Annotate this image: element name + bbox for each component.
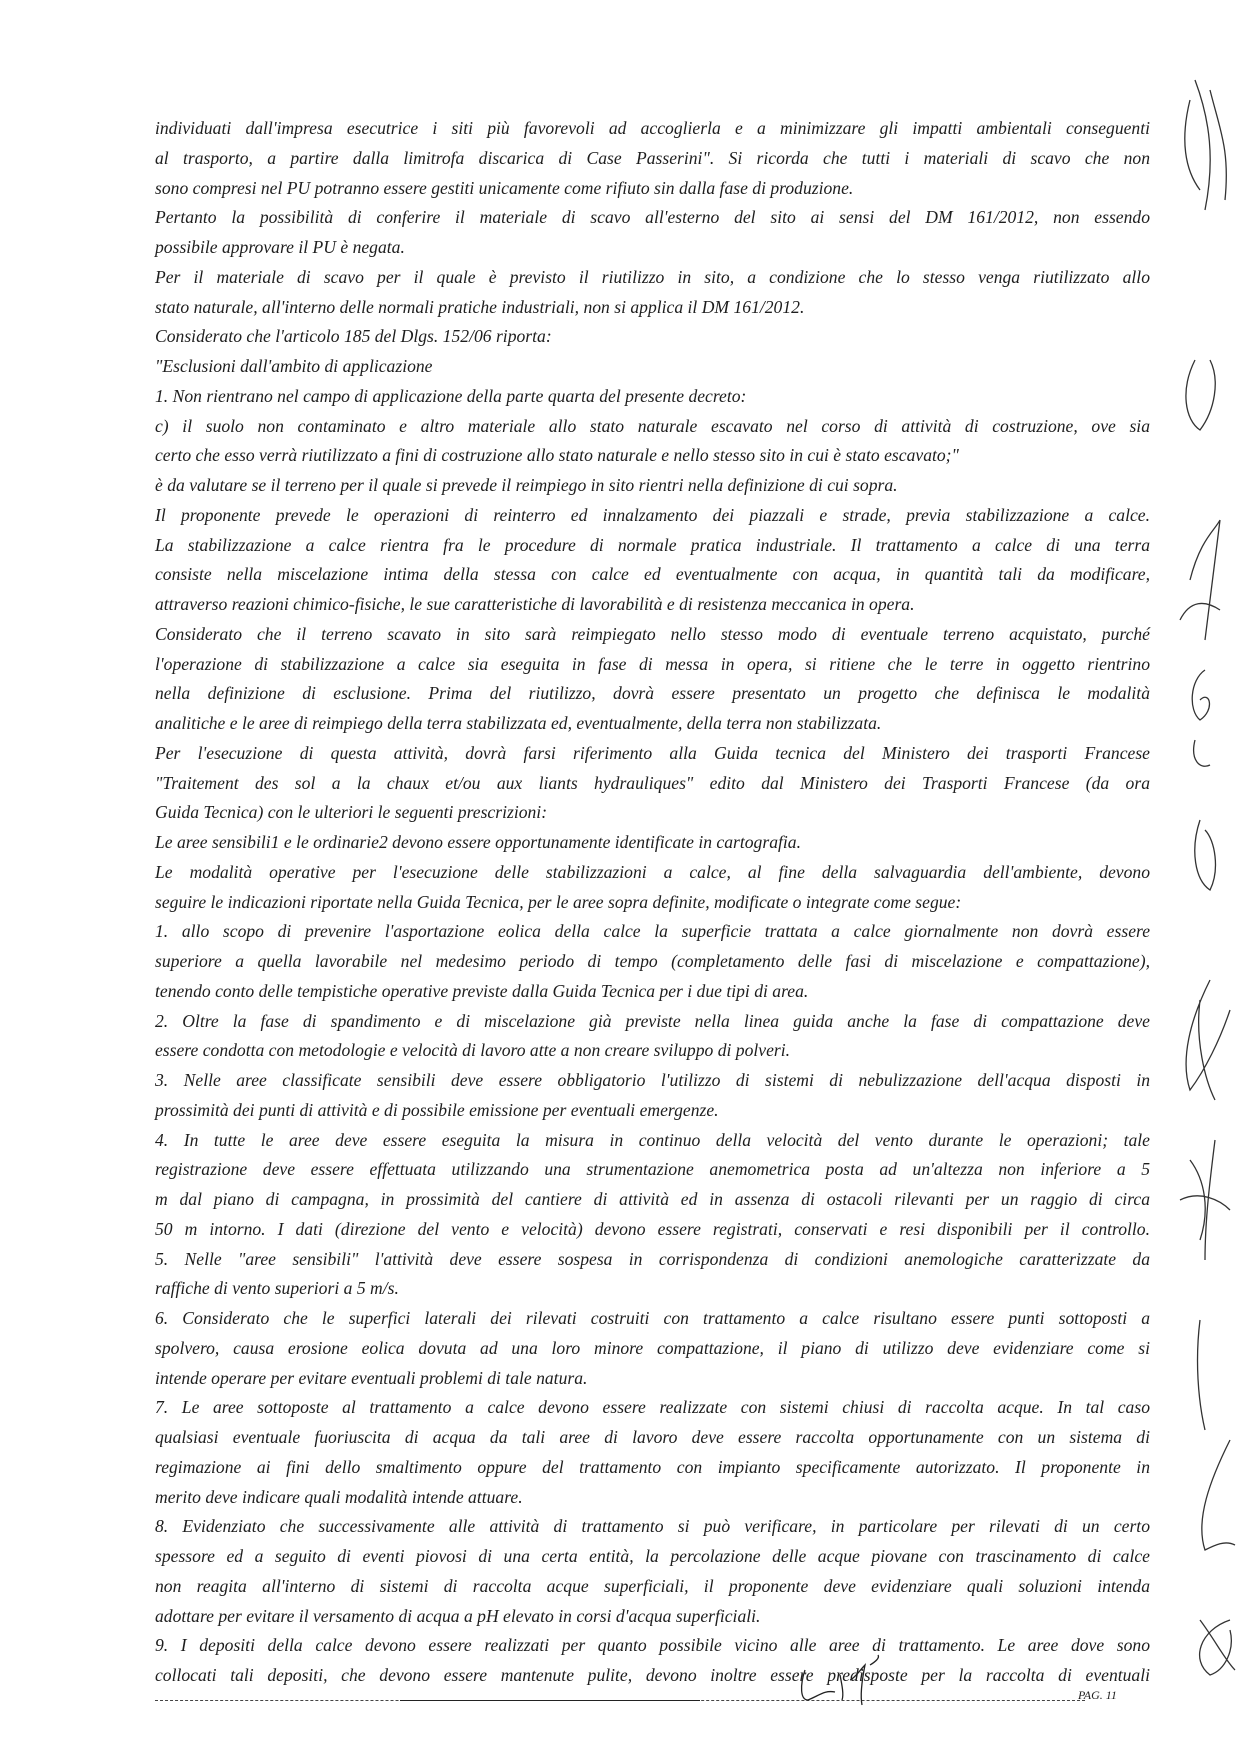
text-line: tenendo conto delle tempistiche operative previste dalla Guida Tecnica per i due tipi di area. [155,980,809,1001]
text-line: 5. Nelle "aree sensibili" l'attività deve essere sospesa in corrispondenza di condizioni anemologiche caratterizzate da [155,1248,1150,1269]
document-body [155,114,1150,1691]
text-line: è da valutare se il terreno per il quale si prevede il reimpiego in sito rientri nella definizione di cui sopra. [155,475,898,495]
signature-mark [1200,1620,1235,1675]
text-line: Le modalità operative per l'esecuzione delle stabilizzazioni a calce, al fine della salvaguardia dell'ambiente, devono [155,861,1150,882]
signature-mark [1195,820,1216,890]
text-line: Considerato che il terreno scavato in sito sarà reimpiegato nello stesso modo di eventuale terreno acquistato, purché [155,623,1150,644]
text-line: regimazione ai fini dello smaltimento oppure del trattamento con impianto specificamente autorizzato. Il proponente in [155,1456,1150,1477]
margin-signatures [1160,60,1239,1680]
text-line: 9. I depositi della calce devono essere realizzati per quanto possibile vicino alle aree di trattamento. Le aree dove sono [155,1635,1150,1656]
text-line: essere condotta con metodologie e velocità di lavoro atte a non creare sviluppo di polveri. [155,1040,791,1061]
text-line: 7. Le aree sottoposte al trattamento a calce devono essere realizzate con sistemi chiusi di raccolta acque. In tal caso [155,1397,1150,1418]
text-line: 4. In tutte le aree deve essere eseguita la misura in continuo della velocità del vento durante le operazioni; tale [155,1129,1150,1150]
text-line: possibile approvare il PU è negata. [155,237,405,257]
text-line: 3. Nelle aree classificate sensibili deve essere obbligatorio l'utilizzo di sistemi di nebulizzazione dell'acqua disposti in [155,1070,1150,1090]
text-line: Il proponente prevede le operazioni di reinterro ed innalzamento dei piazzali e strade, previa stabilizzazione a calce. [155,504,1150,525]
text-line: prossimità dei punti di attività e di possibile emissione per eventuali emergenze. [155,1099,719,1120]
text-line: individuati dall'impresa esecutrice i siti più favorevoli ad accoglierla e a minimizzare gli impatti ambientali conseguenti [155,118,1150,138]
text-line: l'operazione di stabilizzazione a calce sia eseguita in fase di messa in opera, si ritiene che le terre in oggetto rientrino [155,653,1150,674]
text-line: 2. Oltre la fase di spandimento e di miscelazione già previste nella linea guida anche la fase di compattazione deve [155,1010,1150,1031]
text-line: raffiche di vento superiori a 5 m/s. [155,1278,399,1299]
text-line: 50 m intorno. I dati (direzione del vento e velocità) devono essere registrati, conservati e resi disponibili per il controllo. [155,1218,1150,1239]
text-line: analitiche e le aree di reimpiego della terra stabilizzata ed, eventualmente, della terra non stabilizzata. [155,713,882,733]
text-line: Per l'esecuzione di questa attività, dovrà farsi riferimento alla Guida tecnica del Ministero dei trasporti Francese [155,742,1150,763]
signature-mark [1180,1140,1230,1260]
text-line: nella definizione di esclusione. Prima del riutilizzo, dovrà essere presentato un progetto che definisca le modalità [155,683,1150,704]
text-line: spessore ed a seguito di eventi piovosi di una certa entità, la percolazione delle acque piovane con trascinamento di calce [155,1546,1150,1566]
text-line: intende operare per evitare eventuali problemi di tale natura. [155,1367,588,1388]
text-line: superiore a quella lavorabile nel medesimo periodo di tempo (completamento delle fasi di miscelazione e compattazione), [155,951,1150,971]
text-line: merito deve indicare quali modalità intende attuare. [155,1486,523,1507]
signature-mark [1180,520,1220,640]
text-line: collocati tali depositi, che devono essere mantenute pulite, devono inoltre essere predisposte per la raccolta di eventuali [155,1665,1150,1685]
footer-signature [800,1650,920,1710]
text-line: consiste nella miscelazione intima della stessa con calce ed eventualmente con acqua, in quantità tali da modificare, [155,564,1150,585]
text-line: 1. Non rientrano nel campo di applicazione della parte quarta del presente decreto: [155,385,747,406]
text-line: attraverso reazioni chimico-fisiche, le sue caratteristiche di lavorabilità e di resistenza meccanica in opera. [155,594,915,614]
text-line: non reagita all'interno di sistemi di raccolta acque superficiali, il proponente deve evidenziare quali soluzioni intenda [155,1575,1150,1596]
text-line: 8. Evidenziato che successivamente alle attività di trattamento si può verificare, in particolare per rilevati di un certo [155,1516,1150,1537]
text-line: "Esclusioni dall'ambito di applicazione [155,356,433,376]
text-line: "Traitement des sol a la chaux et/ou aux liants hydrauliques" edito dal Ministero dei Trasporti Francese (da ora [155,772,1150,793]
text-line: registrazione deve essere effettuata utilizzando una strumentazione anemometrica posta ad un'altezza non inferiore a 5 [155,1159,1150,1180]
text-line: adottare per evitare il versamento di acqua a pH elevato in corsi d'acqua superficiali. [155,1605,761,1626]
text-line: m dal piano di campagna, in prossimità del cantiere di attività ed in assenza di ostacoli rilevanti per un raggio di circa [155,1189,1150,1209]
text-line: Le aree sensibili1 e le ordinarie2 devono essere opportunamente identificate in cartografia. [155,832,801,852]
signature-mark [1186,980,1230,1100]
signature-mark [1202,1440,1235,1550]
signature-mark [1192,670,1210,766]
text-line: al trasporto, a partire dalla limitrofa discarica di Case Passerini". Si ricorda che tutti i materiali di scavo che non [155,147,1150,168]
text-line: 1. allo scopo di prevenire l'asportazione eolica della calce la superficie trattata a calce giornalmente non dovrà essere [155,921,1150,942]
text-line: certo che esso verrà riutilizzato a fini di costruzione allo stato naturale e nello stesso sito in cui è stato escavato;" [155,445,959,466]
text-line: La stabilizzazione a calce rientra fra le procedure di normale pratica industriale. Il trattamento a calce di una terra [155,534,1150,555]
text-line: qualsiasi eventuale fuoriuscita di acqua da tali aree di lavoro deve essere raccolta opportunamente con un sistema di [155,1427,1150,1447]
text-line: sono compresi nel PU potranno essere gestiti unicamente come rifiuto sin dalla fase di produzione. [155,177,854,198]
text-line: Guida Tecnica) con le ulteriori le seguenti prescrizioni: [155,802,548,823]
text-line: spolvero, causa erosione eolica dovuta ad una loro minore compattazione, il piano di utilizzo deve evidenziare come si [155,1337,1150,1358]
signature-mark [1185,80,1227,210]
signature-mark [1186,360,1215,430]
text-line: stato naturale, all'interno delle normali pratiche industriali, non si applica il DM 161/2012. [155,296,805,317]
footer-rule-solid [400,1700,700,1701]
signature-mark [1198,1320,1205,1430]
text-line: seguire le indicazioni riportate nella Guida Tecnica, per le aree sopra definite, modificate o integrate come segue: [155,891,962,912]
text-line: c) il suolo non contaminato e altro materiale allo stato naturale escavato nel corso di attività di costruzione, ove sia [155,415,1150,436]
text-line: Per il materiale di scavo per il quale è previsto il riutilizzo in sito, a condizione che lo stesso venga riutilizzato allo [155,266,1150,287]
page-number: PAG. 11 [1078,1688,1117,1702]
text-line: 6. Considerato che le superfici laterali dei rilevati costruiti con trattamento a calce risultano essere punti sottoposti a [155,1308,1150,1328]
text-line: Considerato che l'articolo 185 del Dlgs. 152/06 riporta: [155,326,552,347]
text-line: Pertanto la possibilità di conferire il materiale di scavo all'esterno del sito ai sensi del DM 161/2012, non essendo [155,207,1150,228]
